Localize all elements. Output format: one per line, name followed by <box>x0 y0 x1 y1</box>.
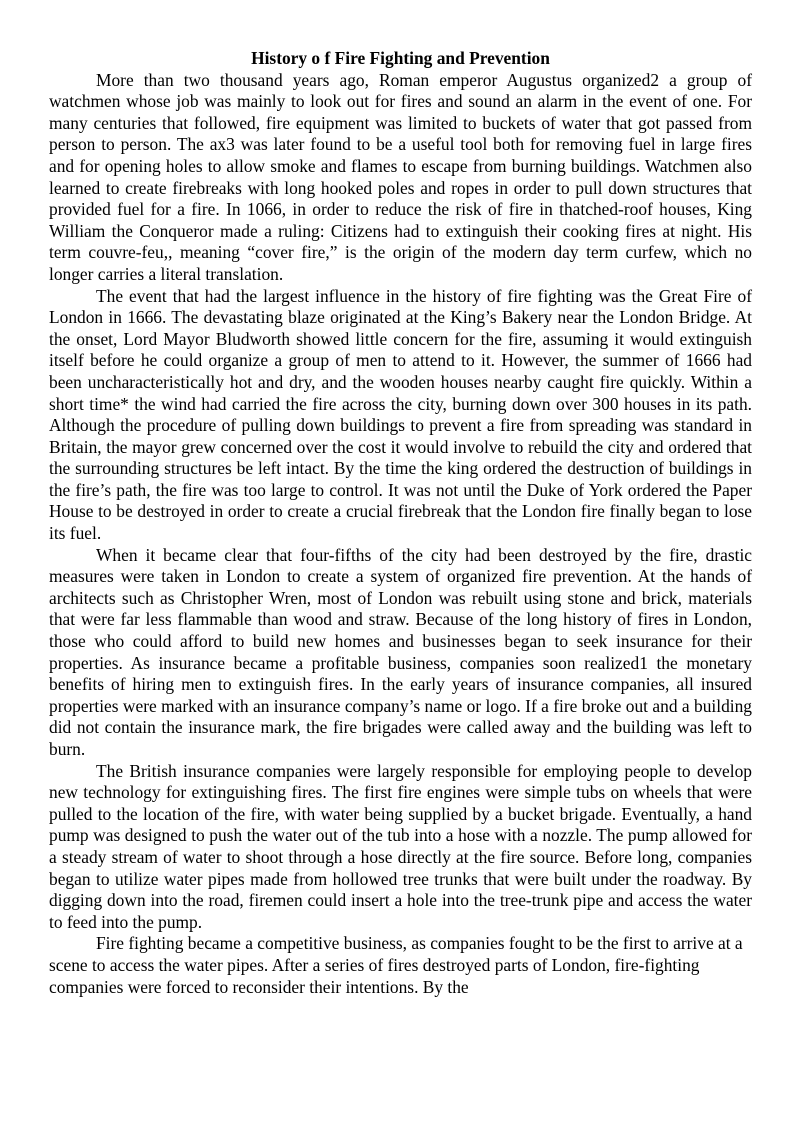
paragraph-3: When it became clear that four-fifths of the city had been destroyed by the fire, drastic measures were taken in London to create a system of organized fire prevention. At the hands of architects such as Christopher Wren, most of London was rebuilt using stone and brick, materials that were far less flammable than wood and straw. Because of the long history of fires in London, those who could afford to build new homes and businesses began to seek insurance for their properties. As insurance became a profitable business, companies soon realized1 the monetary benefits of hiring men to extinguish fires. In the early years of insurance companies, all insured properties were marked with an insurance company’s name or logo. If a fire broke out and a building did not contain the insurance mark, the fire brigades were called away and the building was left to burn. <box>49 544 752 759</box>
paragraph-5: Fire fighting became a competitive business, as companies fought to be the first to arrive at a scene to access the water pipes. After a series of fires destroyed parts of London, fire-fighting companies were forced to reconsider their intentions. By the <box>49 933 743 997</box>
paragraph-2: The event that had the largest influence in the history of fire fighting was the Great Fire of London in 1666. The devastating blaze originated at the King’s Bakery near the London Bridge. At the onset, Lord Mayor Bludworth showed little concern for the fire, assuming it would extinguish itself before he could organize a group of men to attend to it. However, the summer of 1666 had been uncharacteristically hot and dry, and the wooden houses nearby caught fire quickly. Within a short time* the wind had carried the fire across the city, burning down over 300 houses in its path. Although the procedure of pulling down buildings to prevent a fire from spreading was standard in Britain, the mayor grew concerned over the cost it would involve to rebuild the city and ordered that the surrounding structures be left intact. By the time the king ordered the destruction of buildings in the fire’s path, the fire was too large to control. It was not until the Duke of York ordered the Paper House to be destroyed in order to create a crucial firebreak that the London fire finally began to lose its fuel. <box>49 285 752 544</box>
document-title: History o f Fire Fighting and Prevention <box>251 48 550 68</box>
paragraph-4: The British insurance companies were largely responsible for employing people to develop new technology for extinguishing fires. The first fire engines were simple tubs on wheels that were pulled to the location of the fire, with water being supplied by a bucket brigade. Eventually, a hand pump was designed to push the water out of the tub into a hose with a nozzle. The pump allowed for a steady stream of water to shoot through a hose directly at the fire source. Before long, companies began to utilize water pipes made from hollowed tree trunks that were built under the roadway. By digging down into the road, firemen could insert a hole into the tree-trunk pipe and access the water to feed into the pump. <box>49 760 752 932</box>
document-page <box>49 48 752 998</box>
paragraph-1: More than two thousand years ago, Roman emperor Augustus organized2 a group of watchmen whose job was mainly to look out for fires and sound an alarm in the event of one. For many centuries that followed, fire equipment was limited to buckets of water that got passed from person to person. The ax3 was later found to be a useful tool both for removing fuel in large fires and for opening holes to allow smoke and flames to escape from burning buildings. Watchmen also learned to create firebreaks with long hooked poles and ropes in order to pull down structures that provided fuel for a fire. In 1066, in order to reduce the risk of fire in thatched-roof houses, King William the Conqueror made a ruling: Citizens had to extinguish their cooking fires at night. His term couvre-feu,, meaning “cover fire,” is the origin of the modern day term curfew, which no longer carries a literal translation. <box>49 69 752 284</box>
